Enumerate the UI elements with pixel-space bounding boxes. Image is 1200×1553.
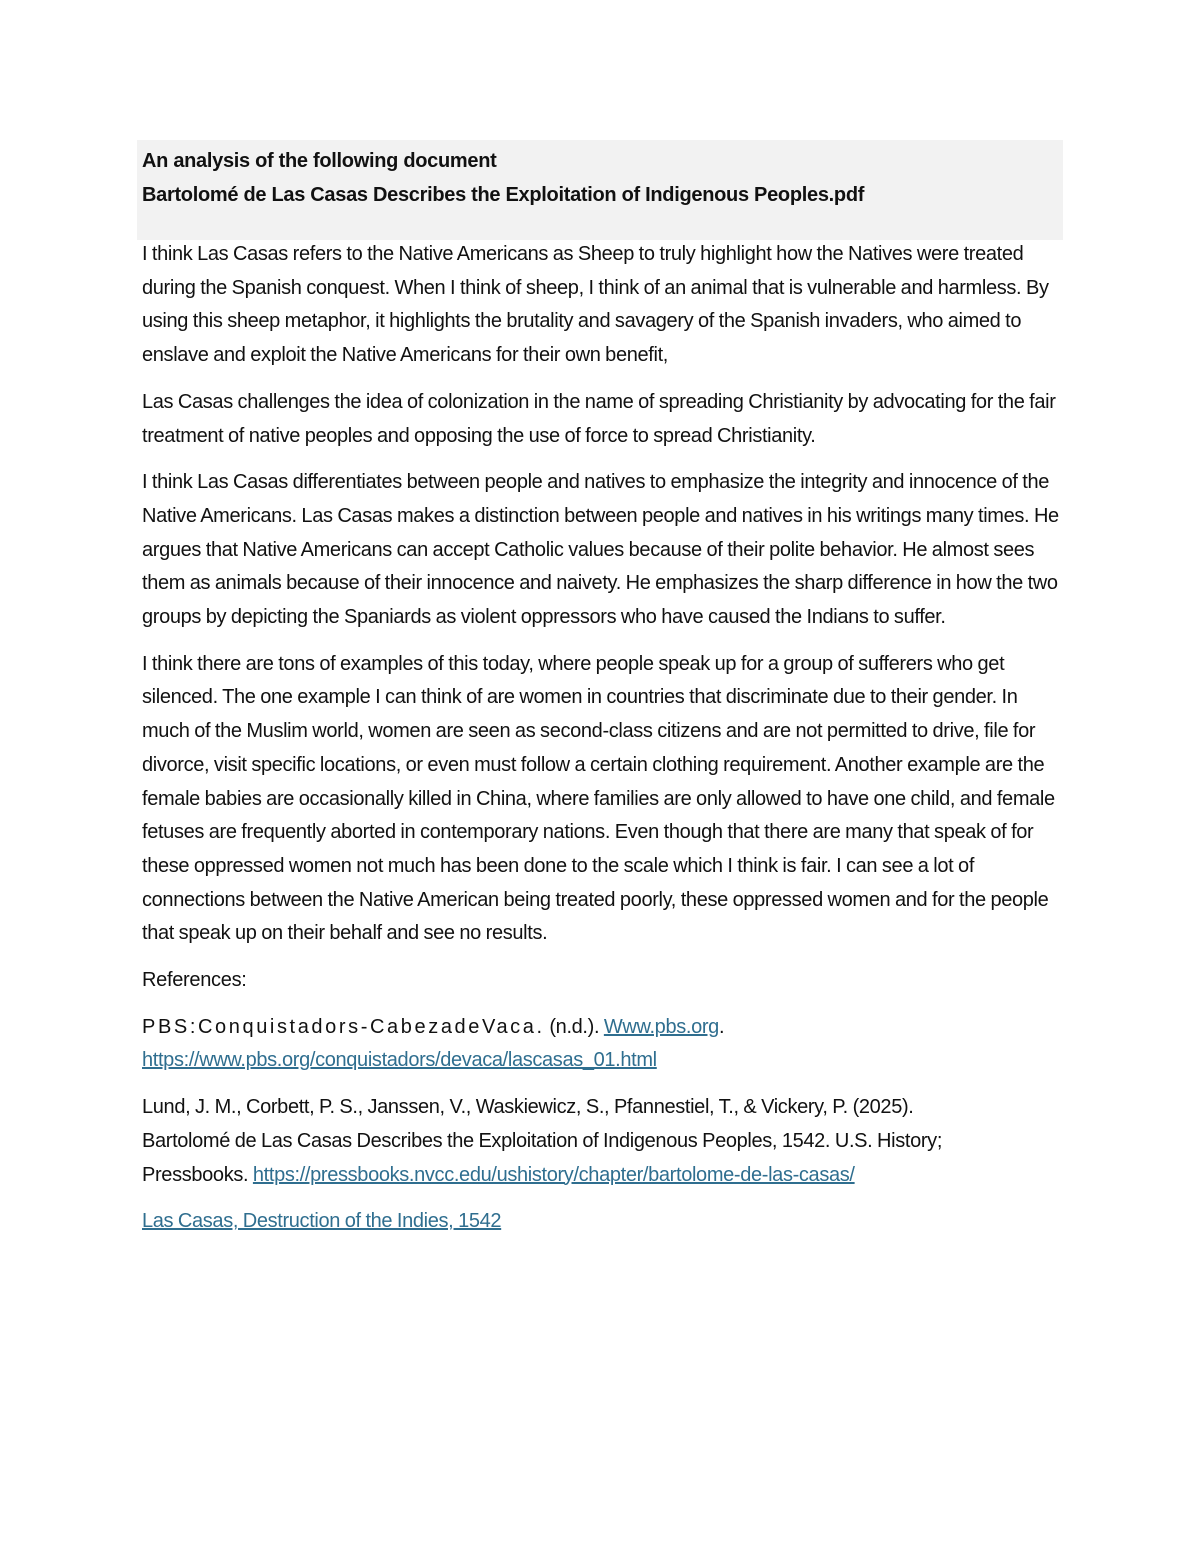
reference-pbs <box>142 1011 1064 1078</box>
reference-lund-url-link[interactable]: https://pressbooks.nvcc.edu/ushistory/chapter/bartolome-de-las-casas/ <box>252 1163 855 1186</box>
reference-pbs-date: (n.d.). <box>544 1015 604 1038</box>
paragraph-modern-examples: I think there are tons of examples of this today, where people speak up for a group of sufferers who get silenced. The one example I can think of are women in countries that discriminate due to their gender. In much of the Muslim world, women are seen as second-class citizens and are not permitted to drive, file for divorce, visit specific locations, or even must follow a certain clothing requirement. Another example are the female babies are occasionally killed in China, where families are only allowed to have one child, and female fetuses are frequently aborted in contemporary nations. Even though that there are many that speak of for these oppressed women not much has been done to the scale which I think is fair. I can see a lot of connections between the Native American being treated poorly, these oppressed women and for the people that speak up on their behalf and see no results. <box>142 652 1055 945</box>
header-document-name: Bartolomé de Las Casas Describes the Exploitation of Indigenous Peoples.pdf <box>142 184 865 206</box>
paragraph-christianity: Las Casas challenges the idea of colonization in the name of spreading Christianity by advocating for the fair treatment of native peoples and opposing the use of force to spread Christianity. <box>142 390 1056 447</box>
references-heading: References: <box>142 969 247 992</box>
reference-pbs-url-link[interactable]: https://www.pbs.org/conquistadors/devaca/lascasas_01.html <box>142 1049 657 1072</box>
reference-pbs-period: . <box>718 1015 725 1038</box>
reference-lund-title: Bartolomé de Las Casas Describes the Exploitation of Indigenous Peoples, 1542. U.S. History; <box>142 1129 943 1152</box>
reference-destruction-indies-link[interactable]: Las Casas, Destruction of the Indies, 1542 <box>142 1210 502 1233</box>
reference-lund <box>142 1091 1064 1192</box>
reference-lund-authors: Lund, J. M., Corbett, P. S., Janssen, V., Waskiewicz, S., Pfannestiel, T., & Vickery, P. (2025). <box>142 1096 914 1119</box>
document-body <box>142 238 1064 1252</box>
reference-lund-publisher: Pressbooks. <box>142 1163 253 1186</box>
paragraph-people-natives: I think Las Casas differentiates between people and natives to emphasize the integrity and innocence of the Native Americans. Las Casas makes a distinction between people and natives in his writings many times. He argues that Native Americans can accept Catholic values because of their polite behavior. He almost sees them as animals because of their innocence and naivety. He emphasizes the sharp difference in how the two groups by depicting the Spaniards as violent oppressors who have caused the Indians to suffer. <box>142 471 1059 629</box>
reference-pbs-title: PBS:Conquistadors-CabezadeVaca. <box>142 1015 545 1038</box>
paragraph-sheep-metaphor: I think Las Casas refers to the Native Americans as Sheep to truly highlight how the Natives were treated during the Spanish conquest. When I think of sheep, I think of an animal that is vulnerable and harmless. By using this sheep metaphor, it highlights the brutality and savagery of the Spanish invaders, who aimed to enslave and exploit the Native Americans for their own benefit, <box>142 243 1049 367</box>
document-header <box>137 140 1063 240</box>
reference-destruction-indies <box>142 1205 1064 1239</box>
reference-pbs-site-link[interactable]: Www.pbs.org <box>603 1015 719 1038</box>
header-title: An analysis of the following document <box>142 150 497 172</box>
